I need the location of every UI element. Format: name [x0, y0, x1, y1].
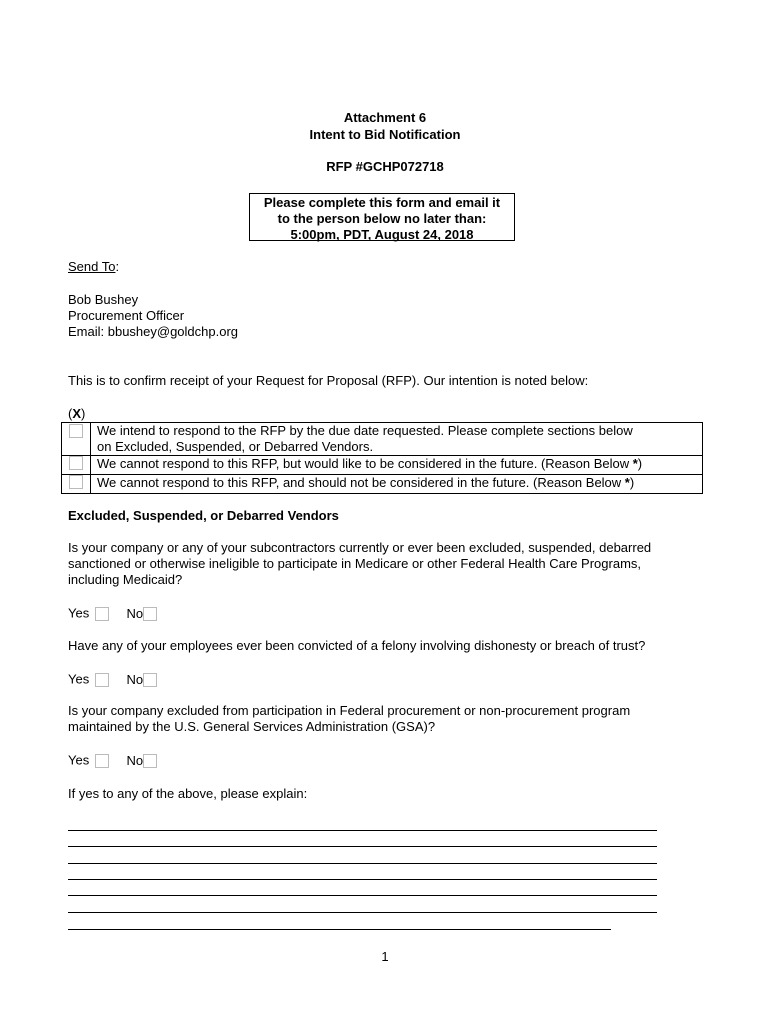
question-3-line-1: Is your company excluded from participation in Federal procurement or non-procurement program [68, 703, 631, 718]
send-to-heading [68, 259, 119, 275]
marker-open: ( [68, 406, 73, 421]
explain-line[interactable] [68, 846, 657, 847]
question-1-no-checkbox[interactable] [143, 607, 157, 621]
contact-email: Email: bbushey@goldchp.org [68, 324, 239, 339]
question-3-yes-checkbox[interactable] [95, 754, 109, 768]
page-number: 1 [381, 949, 389, 964]
no-label: No [126, 671, 144, 687]
intent-future-close: ) [637, 456, 643, 471]
intent-row-future [62, 456, 703, 475]
question-2: Have any of your employees ever been convicted of a felony involving dishonesty or breach of trust? [68, 638, 646, 653]
question-3-no-checkbox[interactable] [143, 754, 157, 768]
intent-not-considered-close: ) [629, 475, 635, 490]
explain-line[interactable] [68, 879, 657, 880]
excluded-heading: Excluded, Suspended, or Debarred Vendors [68, 508, 339, 523]
explain-prompt: If yes to any of the above, please explain: [68, 786, 308, 801]
intent-option-cell [91, 475, 703, 494]
intent-option-cell [91, 456, 703, 475]
intent-respond-line-2: on Excluded, Suspended, or Debarred Vendors. [97, 439, 374, 454]
explain-line[interactable] [68, 830, 657, 831]
intent-future-star: * [632, 456, 638, 471]
intent-respond-checkbox[interactable] [69, 424, 83, 438]
question-1-line-3: including Medicaid? [68, 572, 183, 587]
yes-label: Yes [68, 671, 90, 687]
no-label: No [126, 605, 144, 621]
deadline-line-2: to the person below no later than: [277, 211, 487, 226]
deadline-box [249, 193, 515, 241]
intro-text: This is to confirm receipt of your Request for Proposal (RFP). Our intention is noted below: [68, 373, 589, 388]
contact-name: Bob Bushey [68, 292, 139, 307]
explain-line[interactable] [68, 912, 657, 913]
intent-not-considered-star: * [624, 475, 630, 490]
intent-checkbox-cell [62, 475, 91, 494]
question-2-no-checkbox[interactable] [143, 673, 157, 687]
intent-table [61, 422, 703, 494]
question-2-yes-checkbox[interactable] [95, 673, 109, 687]
send-to-label: Send To [68, 259, 116, 274]
intent-checkbox-cell [62, 423, 91, 456]
intent-row-respond [62, 423, 703, 456]
send-to-colon: : [115, 259, 120, 274]
question-1-yes-checkbox[interactable] [95, 607, 109, 621]
intent-checkbox-cell [62, 456, 91, 475]
yes-label: Yes [68, 752, 90, 768]
page-title: Intent to Bid Notification [309, 127, 461, 142]
explain-line[interactable] [68, 895, 657, 896]
deadline-line-3: 5:00pm, PDT, August 24, 2018 [290, 227, 474, 242]
no-label: No [126, 752, 144, 768]
intent-respond-line-1: We intend to respond to the RFP by the due date requested. Please complete sections below [97, 423, 633, 438]
deadline-line-1: Please complete this form and email it [263, 195, 501, 210]
question-1-line-2: sanctioned or otherwise ineligible to participate in Medicare or other Federal Health Care Programs, [68, 556, 642, 571]
intent-future-checkbox[interactable] [69, 456, 83, 470]
question-2-answer [68, 670, 157, 688]
intent-not-considered-checkbox[interactable] [69, 475, 83, 489]
question-1-line-1: Is your company or any of your subcontractors currently or ever been excluded, suspended, debarred [68, 540, 652, 555]
yes-label: Yes [68, 605, 90, 621]
rfp-number: RFP #GCHP072718 [326, 159, 444, 174]
intent-not-considered-text: We cannot respond to this RFP, and should not be considered in the future. (Reason Below [97, 475, 625, 490]
question-3-answer [68, 751, 157, 769]
question-1-answer [68, 604, 157, 622]
marker-close: ) [81, 406, 86, 421]
intent-future-text: We cannot respond to this RFP, but would like to be considered in the future. (Reason Below [97, 456, 633, 471]
attachment-label: Attachment 6 [343, 110, 427, 125]
explain-line[interactable] [68, 863, 657, 864]
question-3-line-2: maintained by the U.S. General Services Administration (GSA)? [68, 719, 436, 734]
marker-x: X [72, 406, 82, 421]
intent-marker [68, 406, 85, 422]
intent-option-cell [91, 423, 703, 456]
explain-line[interactable] [68, 929, 611, 930]
contact-role: Procurement Officer [68, 308, 185, 323]
intent-row-not-considered [62, 475, 703, 494]
